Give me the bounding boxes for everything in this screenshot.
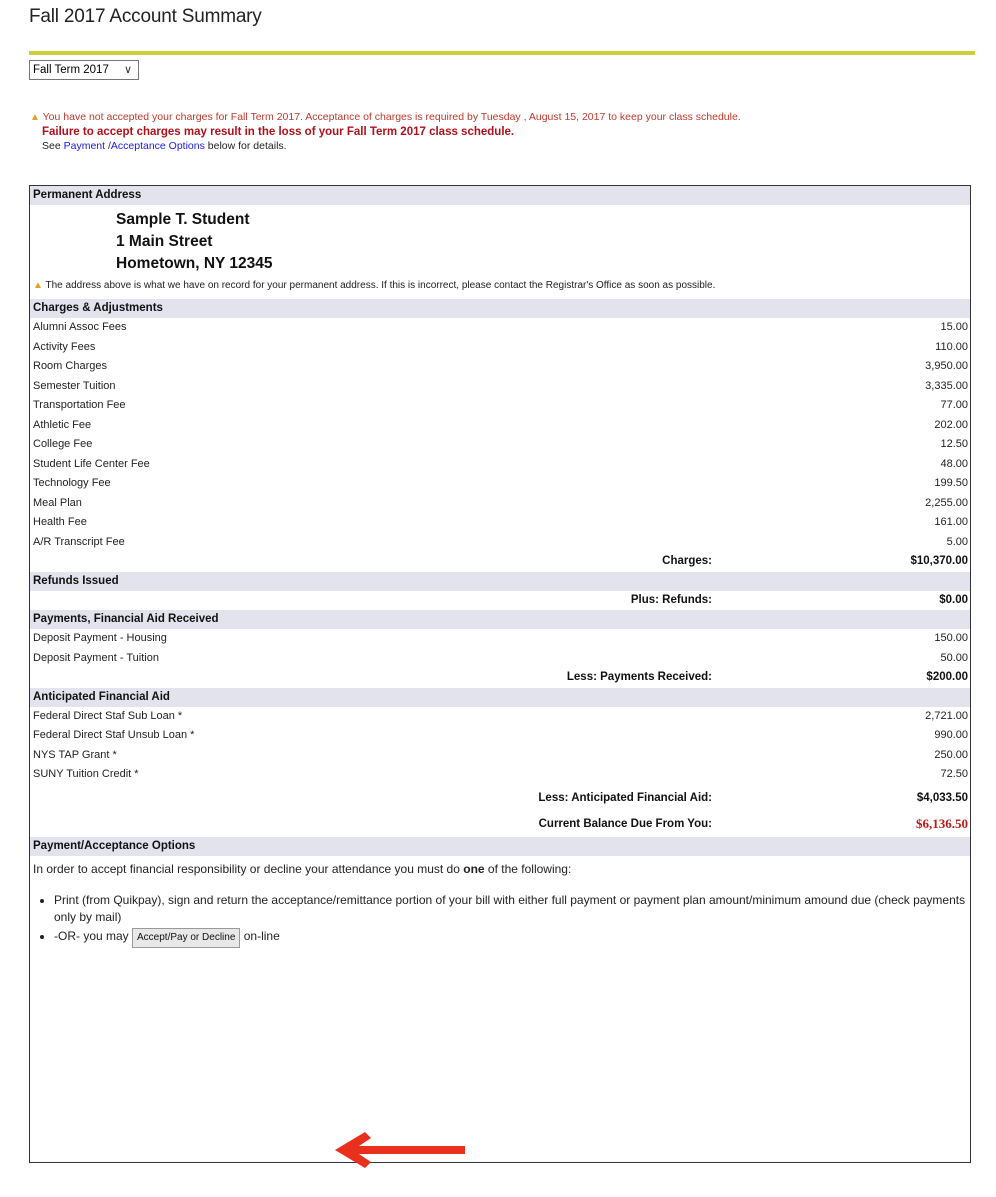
row-label: A/R Transcript Fee (33, 535, 125, 548)
term-select[interactable] (29, 60, 139, 80)
acceptance-notice (30, 110, 741, 153)
row-amount: 50.00 (940, 651, 968, 664)
aid-total: $4,033.50 (916, 791, 968, 804)
row-amount: 3,335.00 (925, 379, 968, 392)
row-label: Federal Direct Staf Sub Loan * (33, 709, 183, 722)
option-print: • Print (from Quikpay), sign and return the acceptance/remittance portion of your bill with either full payment or payment plan amount/minimum amound due (check payments only by mail) (54, 892, 970, 926)
warning-icon: ▲ (30, 112, 40, 123)
row-label: Semester Tuition (33, 379, 116, 392)
balance-due: $6,136.50 (916, 815, 968, 831)
address-note-text: The address above is what we have on record for your permanent address. If this is incorrect, please contact the Registrar's Office as soon as possible. (45, 280, 716, 291)
accept-pay-decline-button[interactable]: Accept/Pay or Decline (132, 928, 240, 948)
row-amount: 12.50 (940, 438, 968, 450)
intro-bold: one (463, 861, 485, 876)
table-row (30, 455, 970, 475)
section-header-payments: Payments, Financial Aid Received (30, 610, 970, 629)
row-label: College Fee (33, 438, 93, 450)
row-label: Technology Fee (33, 477, 111, 489)
row-amount: 2,721.00 (925, 709, 968, 722)
row-label: Federal Direct Staf Unsub Loan * (33, 729, 195, 741)
balance-row (30, 811, 970, 837)
refunds-total-label: Plus: Refunds: (630, 593, 712, 606)
table-row (30, 435, 970, 455)
notice-line-1: You have not accepted your charges for Fall Term 2017. Acceptance of charges is required by Tuesday , August 15, 2017 to keep your class schedule. (42, 111, 741, 123)
charges-total-row (30, 552, 970, 572)
table-row (30, 416, 970, 436)
row-amount: 48.00 (940, 457, 968, 470)
row-amount: 5.00 (946, 535, 968, 548)
payment-intro (30, 856, 970, 882)
row-amount: 199.50 (934, 477, 968, 489)
notice-line-3-suffix: below for details. (204, 140, 287, 152)
row-amount: 3,950.00 (925, 360, 968, 372)
account-summary-table (29, 185, 971, 1163)
aid-total-row (30, 785, 970, 811)
payment-options-link[interactable]: Payment /Acceptance Options (63, 140, 205, 152)
section-header-refunds: Refunds Issued (30, 572, 970, 591)
row-label: Alumni Assoc Fees (33, 321, 127, 333)
row-label: Meal Plan (33, 496, 82, 509)
balance-label: Current Balance Due From You: (538, 817, 712, 830)
section-header-aid: Anticipated Financial Aid (30, 688, 970, 707)
table-row (30, 726, 970, 746)
table-row (30, 396, 970, 416)
row-amount: 15.00 (940, 321, 968, 333)
row-label: Activity Fees (33, 340, 96, 353)
charges-total: $10,370.00 (910, 555, 968, 567)
row-label: Deposit Payment - Tuition (33, 651, 159, 664)
charges-list (30, 318, 970, 552)
row-amount: 250.00 (934, 748, 968, 761)
section-header-charges: Charges & Adjustments (30, 299, 970, 318)
payments-total: $200.00 (926, 671, 968, 683)
row-label: Student Life Center Fee (33, 457, 150, 470)
address-name: Sample T. Student (116, 211, 250, 228)
row-label: NYS TAP Grant * (33, 748, 117, 761)
table-row (30, 629, 970, 649)
red-arrow-icon (335, 1130, 470, 1170)
term-select-value: Fall Term 2017 (33, 64, 109, 76)
section-header-payment-options: Payment/Acceptance Options (30, 837, 970, 856)
charges-total-label: Charges: (662, 555, 712, 567)
section-header-address: Permanent Address (30, 186, 970, 205)
row-label: SUNY Tuition Credit * (33, 768, 139, 780)
address-street: 1 Main Street (116, 233, 213, 250)
intro-suffix: of the following: (484, 861, 572, 876)
table-row (30, 474, 970, 494)
row-amount: 202.00 (934, 418, 968, 431)
row-label: Transportation Fee (33, 399, 126, 411)
chevron-down-icon: ∨ (123, 64, 132, 76)
refunds-total-row (30, 591, 970, 611)
row-amount: 77.00 (940, 399, 968, 411)
row-amount: 72.50 (940, 768, 968, 780)
notice-line-3-prefix: See (42, 140, 64, 152)
row-label: Deposit Payment - Housing (33, 632, 167, 644)
address-city: Hometown, NY 12345 (116, 255, 273, 272)
option-online (54, 928, 970, 948)
address-note (30, 275, 970, 299)
row-amount: 2,255.00 (925, 496, 968, 509)
refunds-total: $0.00 (939, 593, 968, 606)
row-label: Health Fee (33, 516, 87, 528)
table-row (30, 765, 970, 785)
payments-total-row (30, 668, 970, 688)
row-label: Athletic Fee (33, 418, 92, 431)
payments-total-label: Less: Payments Received: (566, 671, 712, 683)
address-block (30, 205, 970, 275)
table-row (30, 494, 970, 514)
table-row (30, 533, 970, 553)
table-row (30, 318, 970, 338)
intro-prefix: In order to accept financial responsibility or decline your attendance you must do (33, 861, 464, 876)
table-row (30, 707, 970, 727)
table-row (30, 338, 970, 358)
aid-total-label: Less: Anticipated Financial Aid: (538, 791, 712, 804)
row-amount: 110.00 (935, 340, 968, 353)
option-online-prefix: -OR- you may (54, 928, 133, 943)
table-row (30, 513, 970, 533)
row-amount: 161.00 (934, 516, 968, 528)
title-divider (29, 51, 975, 55)
page-title: Fall 2017 Account Summary (29, 6, 262, 27)
row-amount: 990.00 (934, 729, 968, 741)
row-amount: 150.00 (934, 632, 968, 644)
option-online-suffix: on-line (240, 928, 280, 943)
row-label: Room Charges (33, 360, 107, 372)
table-row (30, 746, 970, 766)
table-row (30, 649, 970, 669)
table-row (30, 357, 970, 377)
table-row (30, 377, 970, 397)
warning-icon: ▲ (33, 280, 43, 291)
notice-line-2: Failure to accept charges may result in the loss of your Fall Term 2017 class schedule. (42, 126, 515, 138)
payment-options-list (30, 892, 970, 948)
